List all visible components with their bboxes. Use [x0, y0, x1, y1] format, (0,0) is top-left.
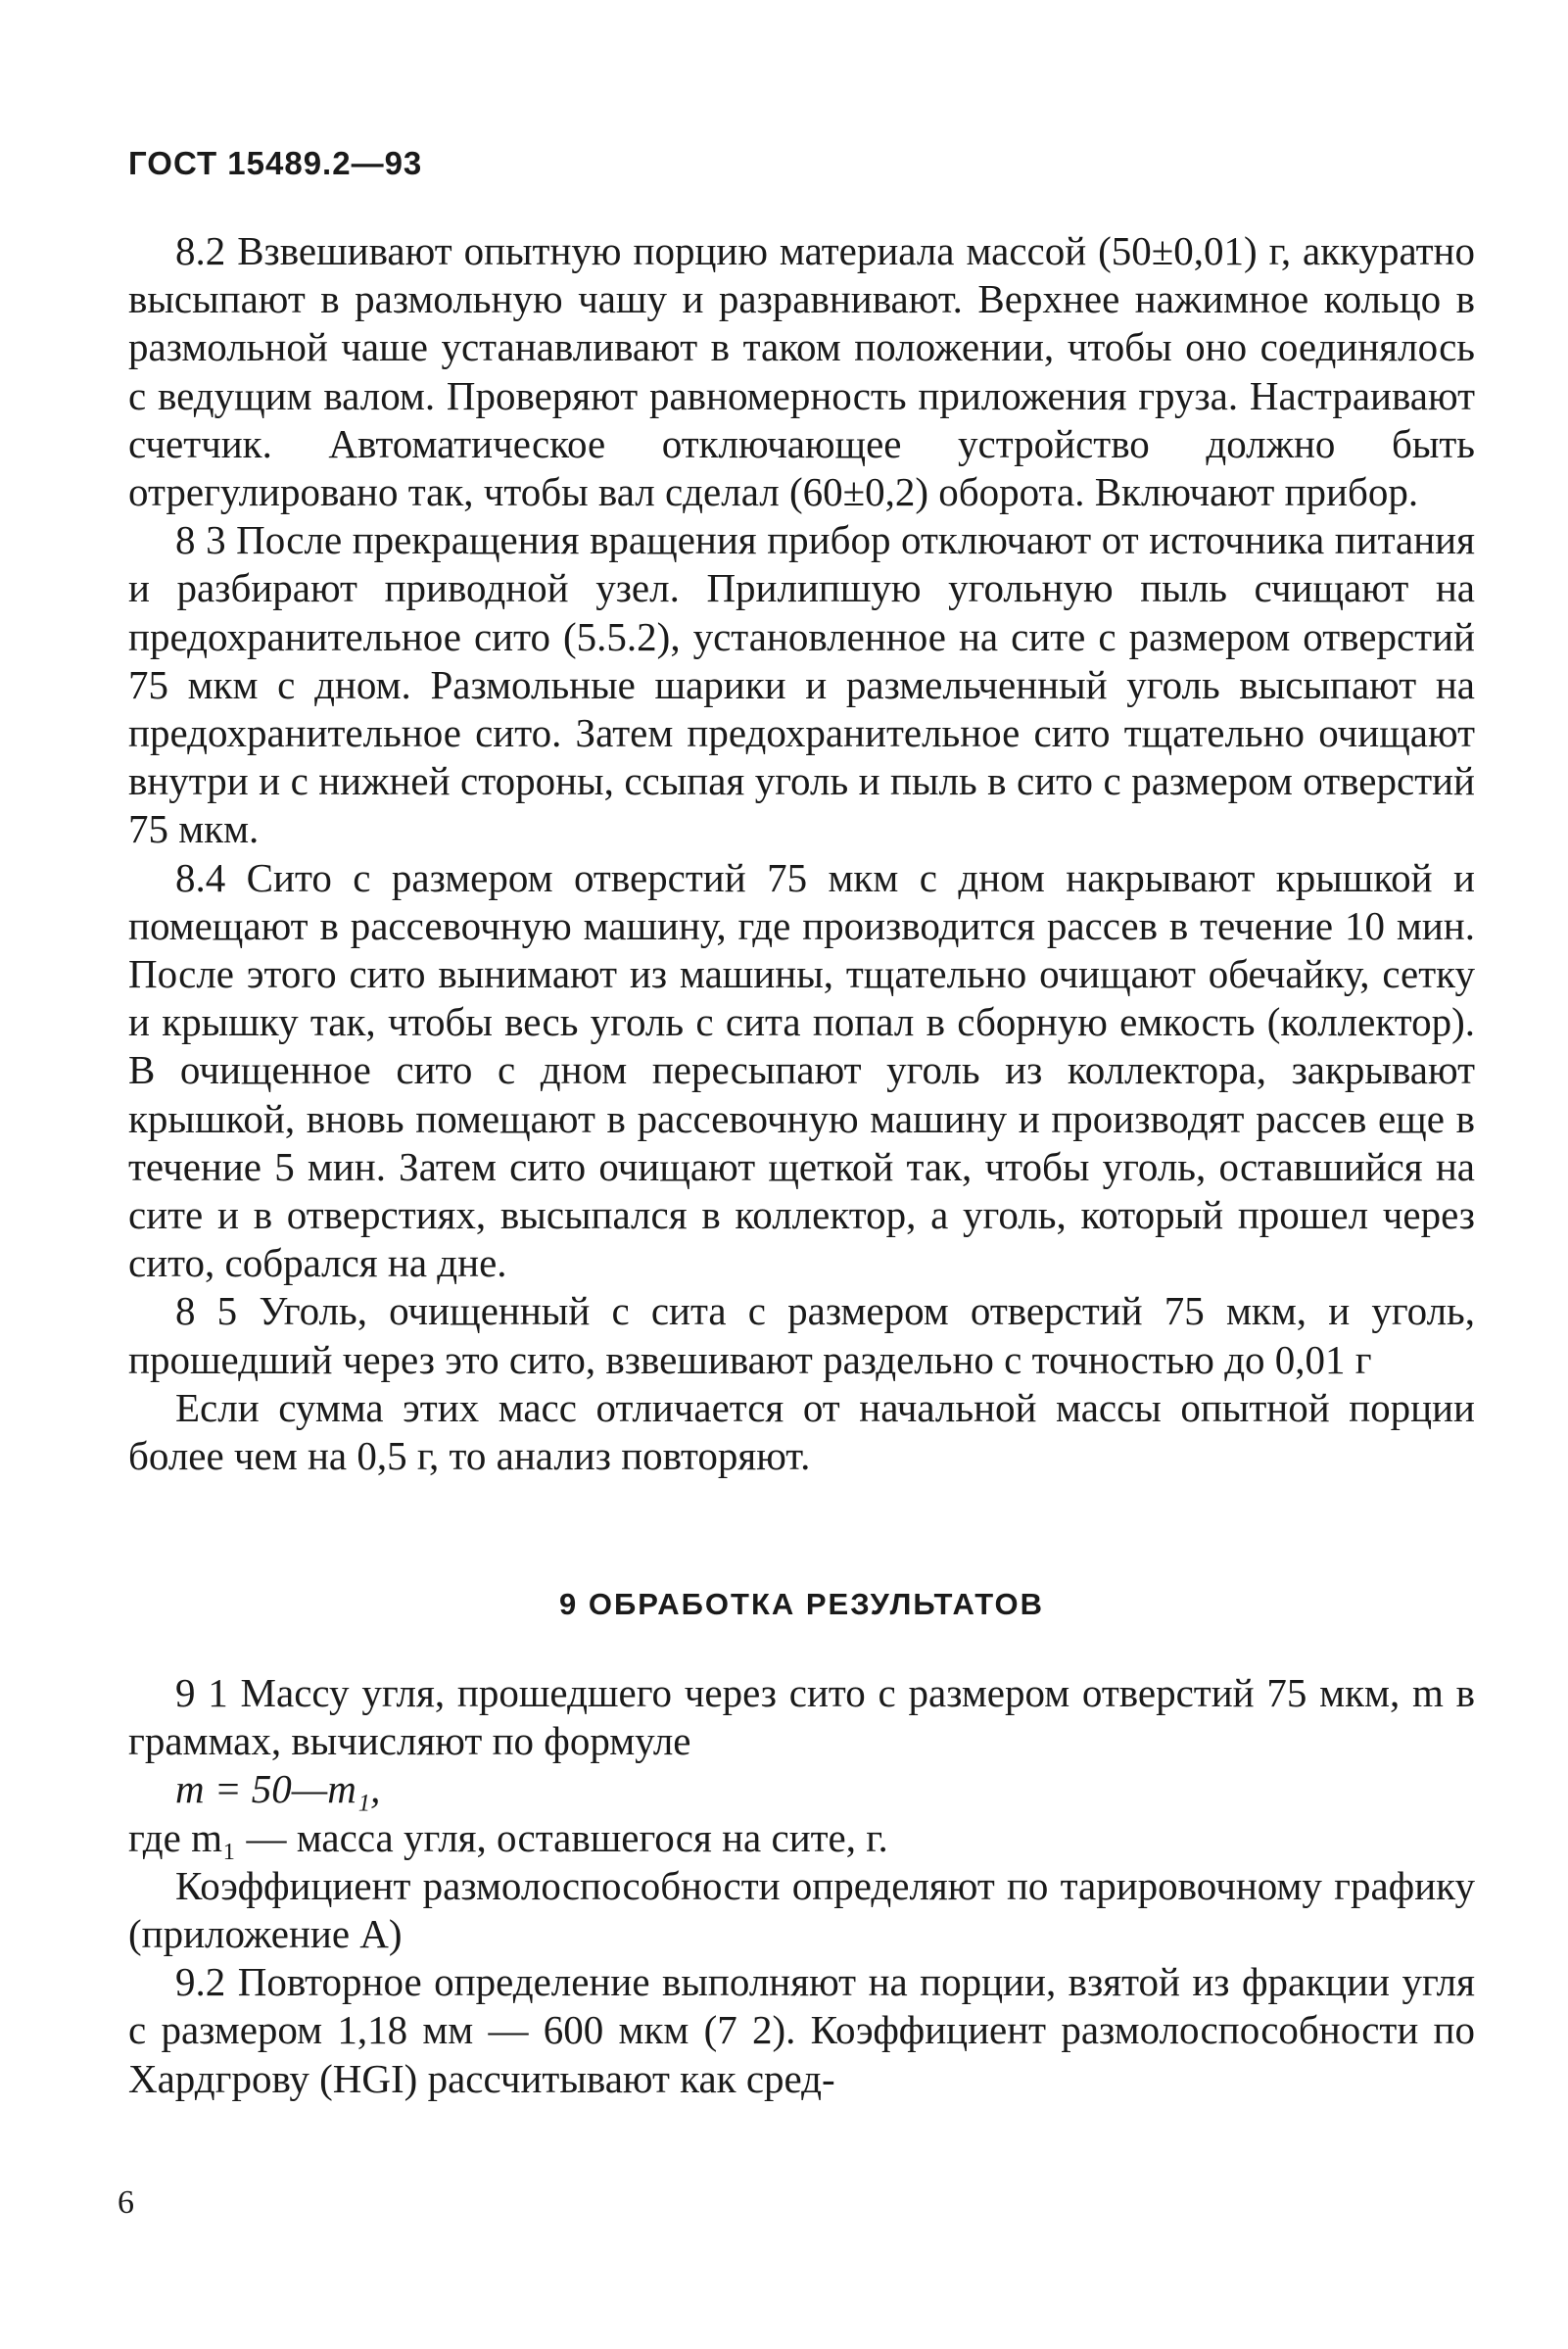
formula-where: где m₁ — масса угля, оставшегося на сите, г. — [128, 1814, 888, 1860]
paragraph-8-4: 8.4 Сито с размером отверстий 75 мкм с дном накрывают крышкой и помещают в рассевочную машину, где производится рассев в течение 10 мин. После этого сито вынимают из машины, тщательно очищают обечайку, сетку и крышку так, чтобы весь уголь с сита попал в сборную емкость (коллектор). В очищенное сито с дном пересыпают уголь из коллектора, закрывают крышкой, вновь помещают в рассевочную машину и производят рассев еще в течение 5 мин. Затем сито очищают щеткой так, чтобы уголь, оставшийся на сите и в отверстиях, высыпался в коллектор, а уголь, который прошел через сито, собрался на дне. — [128, 854, 1475, 1286]
document-header: ГОСТ 15489.2—93 — [128, 145, 423, 181]
section-9-title: 9 ОБРАБОТКА РЕЗУЛЬТАТОВ — [559, 1587, 1044, 1621]
paragraph-8-5-note: Если сумма этих масс отличается от начальной массы опытной порции более чем на 0,5 г, то анализ повторяют. — [128, 1384, 1475, 1479]
paragraph-9-1: 9 1 Массу угля, прошедшего через сито с размером отверстий 75 мкм, m в граммах, вычисляют по формуле — [128, 1670, 1475, 1764]
page-number: 6 — [118, 2184, 134, 2221]
paragraph-8-2: 8.2 Взвешивают опытную порцию материала массой (50±0,01) г, аккуратно высыпают в размольную чашу и разравнивают. Верхнее нажимное кольцо в размольной чаше устанавливают в таком положении, чтобы оно соединялось с ведущим валом. Проверяют равномерность приложения груза. Настраивают счетчик. Автоматическое отключающее устройство должно быть отрегулировано так, чтобы вал сделал (60±0,2) оборота. Включают прибор. — [128, 228, 1475, 515]
paragraph-8-5: 8 5 Уголь, очищенный с сита с размером отверстий 75 мкм, и уголь, прошедший через это сито, взвешивают раздельно с точностью до 0,01 г — [128, 1288, 1475, 1382]
paragraph-9-2: 9.2 Повторное определение выполняют на порции, взятой из фракции угля с размером 1,18 мм — 600 мкм (7 2). Коэффициент размолоспособности по Хардгрову (HGI) рассчитывают как сред- — [128, 1959, 1475, 2101]
section-9-body — [128, 1669, 1475, 2103]
paragraph-9-1-note: Коэффициент размолоспособности определяют по тарировочному графику (приложение А) — [128, 1862, 1475, 1957]
formula: m = 50—m₁, — [175, 1766, 381, 1812]
paragraph-8-3: 8 3 После прекращения вращения прибор отключают от источника питания и разбирают приводной узел. Прилипшую угольную пыль счищают на предохранительное сито (5.5.2), установленное на сите с размером отверстий 75 мкм с дном. Размольные шарики и размельченный уголь высыпают на предохранительное сито. Затем предохранительное сито тщательно очищают внутри и с нижней стороны, ссыпая уголь и пыль в сито с размером отверстий 75 мкм. — [128, 517, 1475, 852]
section-8-body — [128, 227, 1475, 1480]
